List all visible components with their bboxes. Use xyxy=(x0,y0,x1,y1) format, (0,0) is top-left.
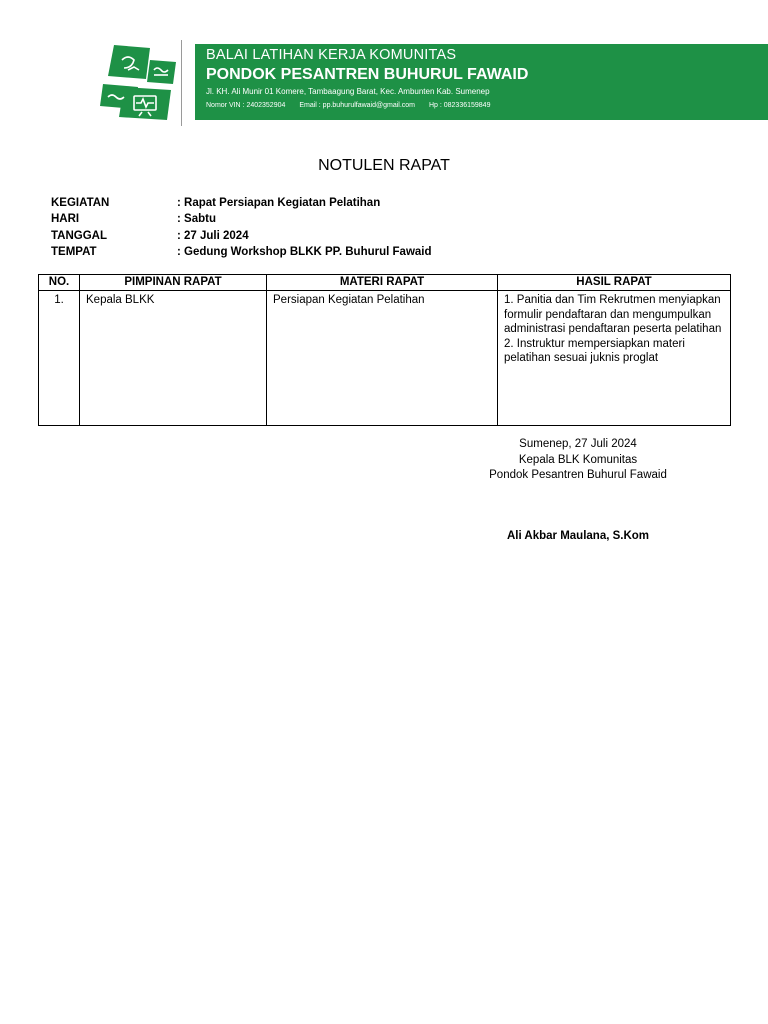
minutes-table xyxy=(38,274,731,426)
result-item: 1. Panitia dan Tim Rekrutmen menyiapkan formulir pendaftaran dan mengumpulkan administrasi pendaftaran peserta pelatihan xyxy=(504,294,722,336)
signature-block xyxy=(478,437,678,484)
cell-pimpinan: Kepala BLKK xyxy=(80,291,267,426)
info-label: KEGIATAN xyxy=(51,197,110,209)
result-item: 2. Instruktur mempersiapkan materi pelatihan sesuai juknis proglat xyxy=(504,337,685,365)
info-row-tanggal xyxy=(51,228,432,244)
column-header-hasil: HASIL RAPAT xyxy=(498,275,731,291)
letterhead-address: Jl. KH. Ali Munir 01 Komere, Tambaagung Barat, Kec. Ambunten Kab. Sumenep xyxy=(206,87,490,96)
info-row-tempat xyxy=(51,244,432,260)
info-row-kegiatan xyxy=(51,195,432,211)
table-row xyxy=(39,291,731,426)
column-header-no: NO. xyxy=(39,275,80,291)
document-title: NOTULEN RAPAT xyxy=(318,157,450,174)
column-header-materi: MATERI RAPAT xyxy=(267,275,498,291)
cell-materi: Persiapan Kegiatan Pelatihan xyxy=(267,291,498,426)
table-header-row xyxy=(39,275,731,291)
letterhead-line2: PONDOK PESANTREN BUHURUL FAWAID xyxy=(206,66,529,83)
info-label: TEMPAT xyxy=(51,245,97,258)
letterhead-contacts xyxy=(206,102,502,109)
blk-logo-icon xyxy=(100,42,178,124)
column-header-pimpinan: PIMPINAN RAPAT xyxy=(80,275,267,291)
cell-no: 1. xyxy=(39,291,80,426)
meeting-info xyxy=(51,195,432,260)
letterhead-banner xyxy=(195,44,768,120)
signature-institution: Pondok Pesantren Buhurul Fawaid xyxy=(489,469,667,481)
info-row-hari xyxy=(51,211,432,227)
letterhead-line1: BALAI LATIHAN KERJA KOMUNITAS xyxy=(206,47,457,63)
cell-hasil xyxy=(498,291,731,426)
signer-name: Ali Akbar Maulana, S.Kom xyxy=(506,530,650,542)
letterhead-email: Email : pp.buhurulfawaid@gmail.com xyxy=(299,102,416,109)
info-value: : Sabtu xyxy=(177,213,216,226)
info-value: : 27 Juli 2024 xyxy=(177,229,249,242)
letterhead-vin: Nomor VIN : 2402352904 xyxy=(206,102,286,109)
info-value: : Rapat Persiapan Kegiatan Pelatihan xyxy=(177,197,381,209)
signature-position: Kepala BLK Komunitas xyxy=(518,453,638,466)
letterhead-phone: Hp : 082336159849 xyxy=(428,102,491,109)
signature-place-date: Sumenep, 27 Juli 2024 xyxy=(519,438,637,450)
info-label: TANGGAL xyxy=(51,229,108,242)
info-label: HARI xyxy=(51,213,80,226)
header-divider xyxy=(181,40,182,126)
info-value: : Gedung Workshop BLKK PP. Buhurul Fawaid xyxy=(177,245,432,258)
